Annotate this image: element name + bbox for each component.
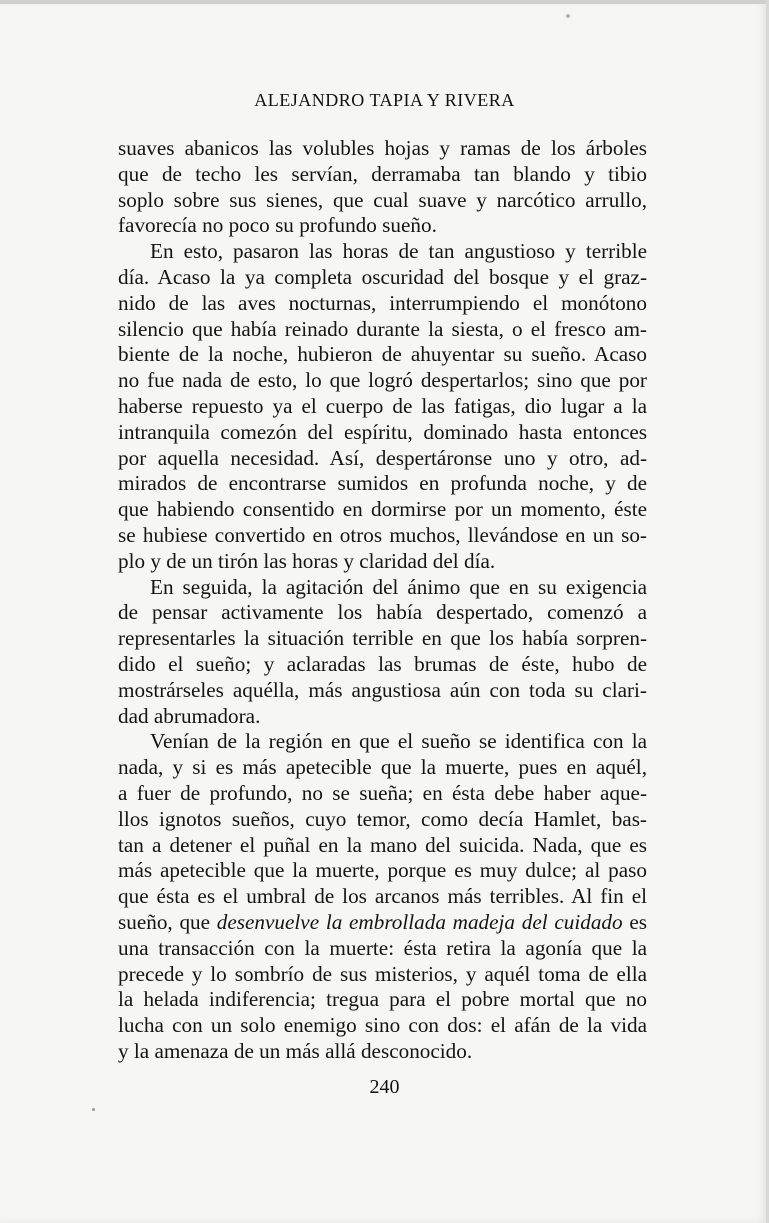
paper-speck [92, 1108, 95, 1111]
text-line: que habiendo consentido en dormirse por un momento, éste [118, 497, 647, 522]
text-line: En esto, pasaron las horas de tan angustioso y terrible [150, 239, 647, 264]
text-line: nada, y si es más apetecible que la muerte, pues en aquél, [118, 755, 647, 780]
text-line: no fue nada de esto, lo que logró despertarlos; sino que por [118, 368, 647, 393]
paragraph [118, 575, 647, 730]
text-line: que de techo les servían, derramaba tan blando y tibio [118, 161, 647, 186]
text-line: lucha con un solo enemigo sino con dos: el afán de la vida [118, 1013, 647, 1038]
text-line: más apetecible que la muerte, porque es muy dulce; al paso [118, 858, 647, 883]
text-line: plo y de un tirón las horas y claridad del día. [118, 548, 496, 573]
text-line: representarles la situación terrible en que los había sorpren- [118, 626, 647, 651]
text-line: favorecía no poco su profundo sueño. [118, 213, 437, 238]
text-line: que ésta es el umbral de los arcanos más terribles. Al fin el [118, 884, 647, 909]
text-line: de pensar activamente los había despertado, comenzó a [118, 600, 647, 625]
text-line: silencio que había reinado durante la siesta, o el fresco am- [118, 316, 647, 341]
text-line: mostrárseles aquélla, más angustiosa aún con toda su clari- [118, 677, 647, 702]
paper-speck [566, 14, 570, 18]
text-line: día. Acaso la ya completa oscuridad del bosque y el graz- [118, 264, 647, 289]
text-line: haberse repuesto ya el cuerpo de las fatigas, dio lugar a la [118, 393, 647, 418]
text-line: Venían de la región en que el sueño se identifica con la [150, 729, 647, 754]
text-line: En seguida, la agitación del ánimo que en su exigencia [150, 574, 647, 599]
body-text [118, 136, 647, 1065]
text-line: precede y lo sombrío de sus misterios, y aquél toma de ella [118, 961, 647, 986]
text-line: y la amenaza de un más allá desconocido. [118, 1038, 473, 1063]
text-line: tan a detener el puñal en la mano del suicida. Nada, que es [118, 832, 647, 857]
text-line: una transacción con la muerte: ésta retira la agonía que la [118, 935, 647, 960]
text-line: se hubiese convertido en otros muchos, llevándose en un so- [118, 522, 647, 547]
text-line: nido de las aves nocturnas, interrumpiendo el monótono [118, 290, 647, 315]
text-line: dad abrumadora. [118, 703, 261, 728]
text-line: a fuer de profundo, no se sueña; en ésta debe haber aque- [118, 780, 647, 805]
paragraph [118, 136, 647, 239]
running-head: ALEJANDRO TAPIA Y RIVERA [254, 90, 515, 110]
text-line: suaves abanicos las volubles hojas y ramas de los árboles [118, 136, 647, 160]
paragraph [118, 729, 647, 1064]
text-line: intranquila comezón del espíritu, dominado hasta entonces [118, 419, 647, 444]
text-line: la helada indiferencia; tregua para el pobre mortal que no [118, 987, 647, 1012]
text-line: biente de la noche, hubieron de ahuyentar su sueño. Acaso [118, 342, 647, 367]
text-line: mirados de encontrarse sumidos en profunda noche, y de [118, 471, 647, 496]
text-line: llos ignotos sueños, cuyo temor, como decía Hamlet, bas- [118, 806, 647, 831]
paragraph [118, 239, 647, 574]
text-line: sueño, que desenvuelve la embrollada madeja del cuidado es [118, 909, 647, 934]
text-line: soplo sobre sus sienes, que cual suave y narcótico arrullo, [118, 187, 647, 212]
text-line: dido el sueño; y aclaradas las brumas de éste, hubo de [118, 651, 647, 676]
page-top-edge [0, 0, 769, 4]
text-line: por aquella necesidad. Así, despertáronse uno y otro, ad- [118, 445, 647, 470]
page-number: 240 [369, 1076, 400, 1098]
